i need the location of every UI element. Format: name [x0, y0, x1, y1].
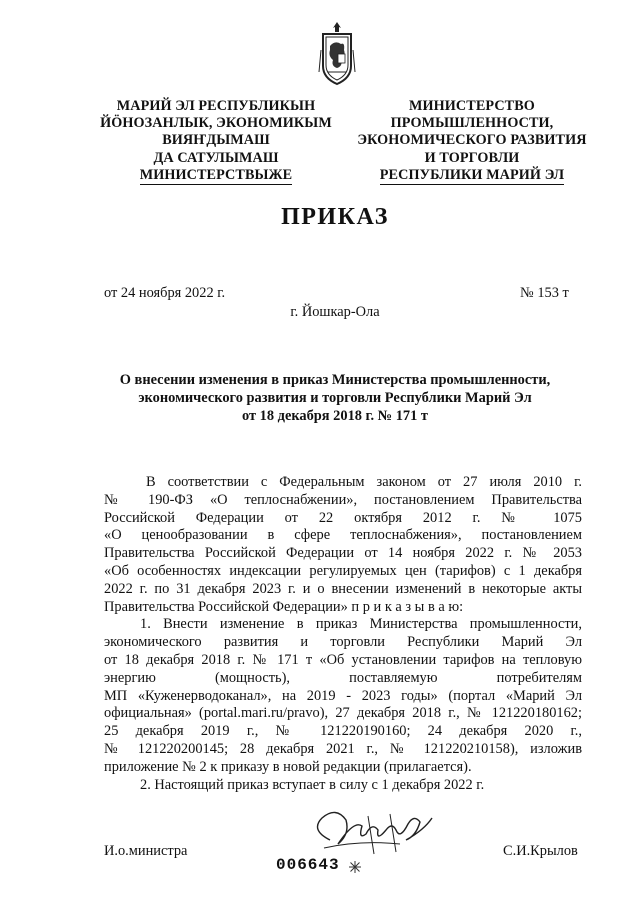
body-line: от 18 декабря 2018 г. № 171 т «Об установлении тарифов на тепловую	[104, 651, 582, 668]
signer-role: И.о.министра	[104, 843, 188, 859]
body-line: МП «Куженерводоканал», на 2019 - 2023 годы» (портал «Марий Эл	[104, 687, 582, 704]
body-line: официальная» (portal.mari.ru/pravo), 27 декабря 2018 г., № 121220180162;	[104, 705, 582, 722]
header-left-line: ДА САТУЛЫМАШ	[153, 149, 279, 166]
header-mari-ministry-name	[96, 98, 336, 185]
body-line: В соответствии с Федеральным законом от 27 июля 2010 г.	[146, 474, 582, 490]
header-left-line: МИНИСТЕРСТВЫЖЕ	[140, 167, 293, 185]
body-line: № 121220200145; 28 декабря 2021 г., № 121220210158), изложив	[104, 740, 582, 757]
header-russian-ministry-name	[342, 98, 602, 185]
header-right-line: И ТОРГОВЛИ	[424, 149, 520, 166]
signer-name: С.И.Крылов	[503, 843, 578, 859]
body-line: «Об особенностях индексации регулируемых цен (тарифов) с 1 декабря	[104, 562, 582, 579]
body-line: № 190-ФЗ «О теплоснабжении», постановлением Правительства	[104, 491, 582, 508]
header-left-line: ВИЯҤДЫМАШ	[162, 132, 270, 149]
body-line: «О ценообразовании в сфере теплоснабжения», постановлением	[104, 527, 582, 544]
body-line: 2022 г. по 31 декабря 2023 г. и о внесении изменений в некоторые акты	[104, 580, 582, 597]
order-subject	[60, 371, 610, 425]
coat-of-arms-emblem	[317, 20, 357, 90]
header-left-line: ЙÖНОЗАНЛЫК, ЭКОНОМИКЫМ	[100, 115, 332, 132]
subject-line: экономического развития и торговли Республики Марий Эл	[138, 390, 532, 406]
body-line: 2. Настоящий приказ вступает в силу с 1 декабря 2022 г.	[140, 776, 485, 793]
body-line: экономического развития и торговли Республики Марий Эл	[104, 634, 582, 651]
body-line: приложение № 2 к приказу в новой редакции (прилагается).	[104, 758, 472, 775]
body-line: 25 декабря 2019 г., № 121220190160; 24 декабря 2020 г.,	[104, 723, 582, 740]
order-number: № 153 т	[520, 285, 569, 301]
order-city: г. Йошкар-Ола	[290, 304, 380, 320]
handwritten-signature	[300, 800, 440, 862]
order-date: от 24 ноября 2022 г.	[104, 285, 226, 301]
header-right-line: ЭКОНОМИЧЕСКОГО РАЗВИТИЯ	[357, 132, 587, 149]
asterisk-mark-icon	[348, 860, 362, 874]
body-line: 1. Внести изменение в приказ Министерства промышленности,	[140, 616, 582, 633]
body-line: энергию (мощность), поставляемую потребителям	[104, 669, 582, 686]
header-left-line: МАРИЙ ЭЛ РЕСПУБЛИКЫН	[116, 98, 316, 114]
header-right-line: ПРОМЫШЛЕННОСТИ,	[390, 115, 554, 132]
order-body	[104, 474, 582, 794]
body-line: Правительства Российской Федерации от 14 ноября 2022 г. № 2053	[104, 545, 582, 562]
subject-line: О внесении изменения в приказ Министерства промышленности,	[119, 372, 551, 388]
subject-line: от 18 декабря 2018 г. № 171 т	[242, 408, 428, 424]
body-line: Российской Федерации от 22 октября 2012 г. № 1075	[104, 509, 582, 526]
header-right-line: РЕСПУБЛИКИ МАРИЙ ЭЛ	[380, 167, 564, 185]
header-right-line: МИНИСТЕРСТВО	[409, 98, 535, 114]
body-line: Правительства Российской Федерации» п р и к а з ы в а ю:	[104, 598, 464, 615]
document-title: ПРИКАЗ	[281, 204, 389, 230]
registration-number: 006643	[276, 856, 340, 874]
